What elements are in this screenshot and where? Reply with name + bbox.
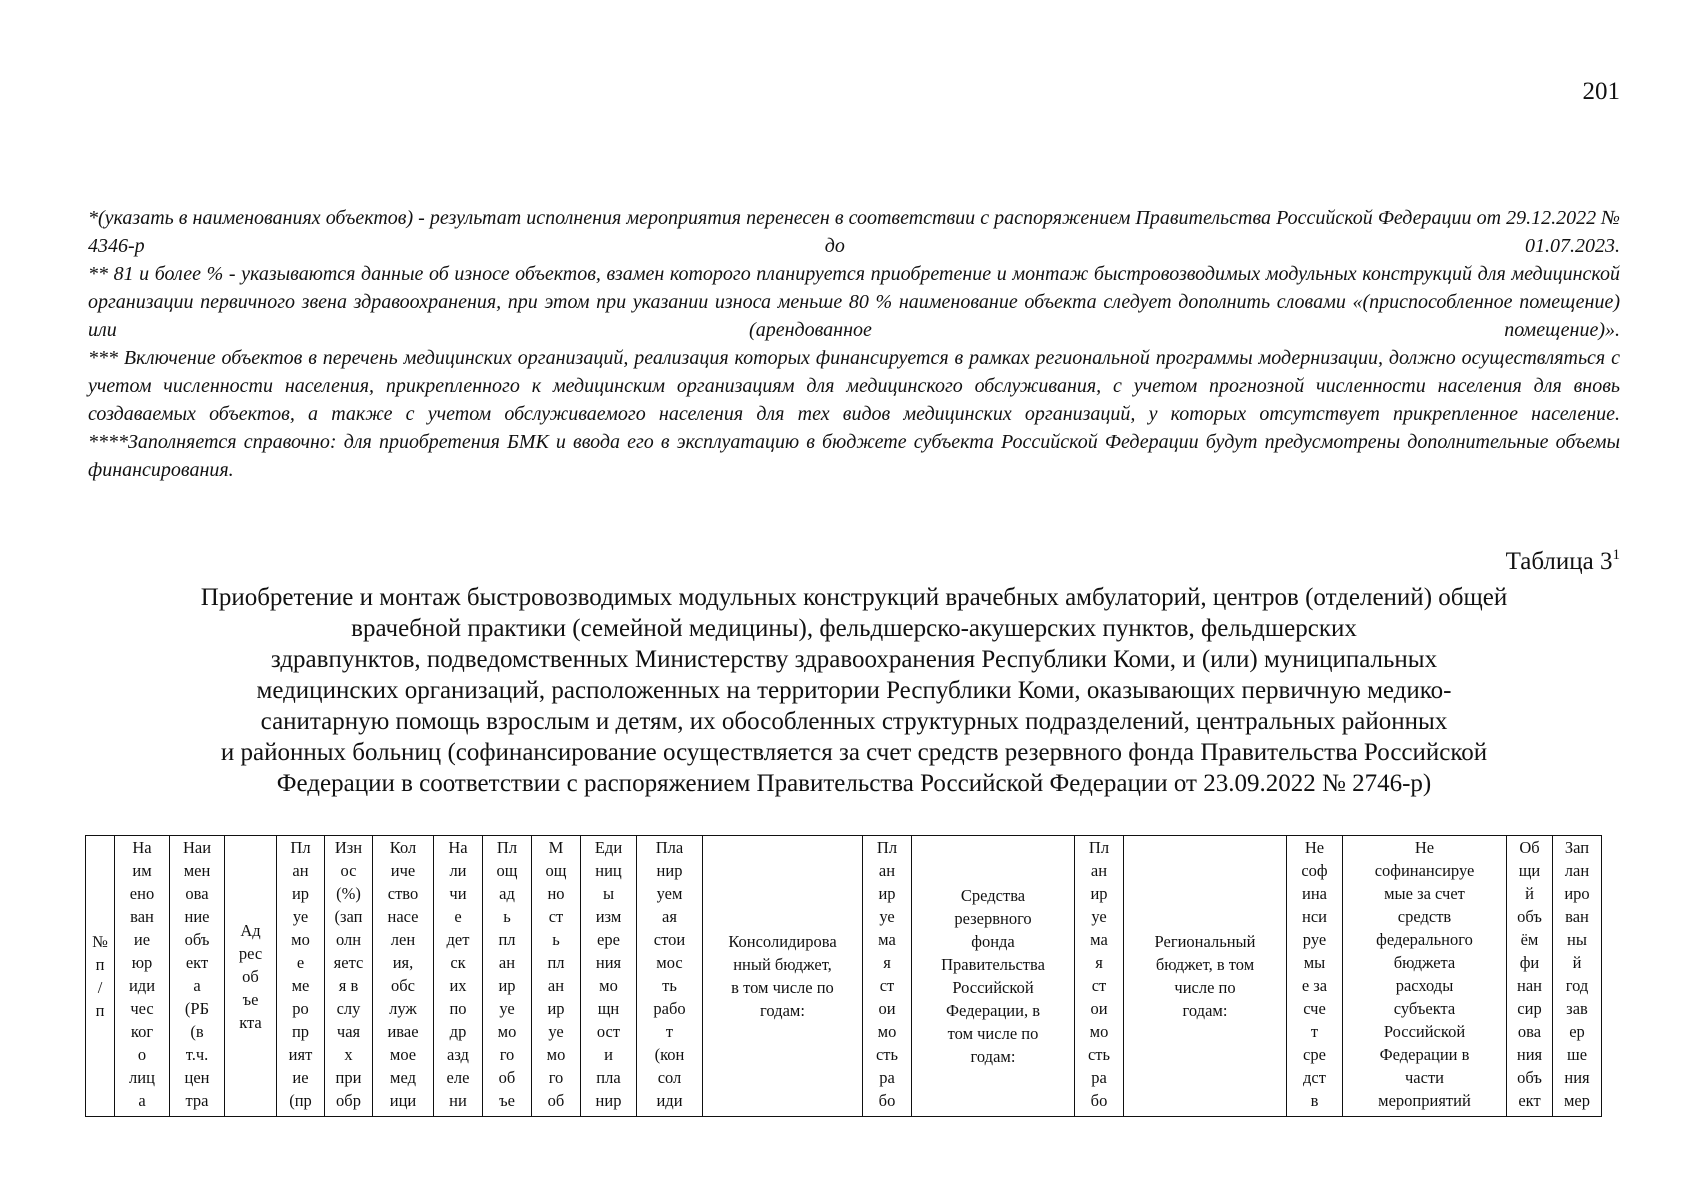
header-cell-capacity-units <box>581 836 637 1117</box>
table-title-line: санитарную помощь взрослым и детям, их обособленных структурных подразделений, центральных районных <box>260 708 1448 735</box>
header-cell-text: Об щи й объ ём фи нан сир ова ния объ ект <box>1516 838 1543 1110</box>
header-cell-reserve-fund <box>912 836 1075 1117</box>
table-caption-label: Таблица 3 <box>1505 548 1613 575</box>
header-cell-object-name <box>170 836 225 1117</box>
header-cell-text: Зап лан иро ван ны й год зав ер ше ния мер <box>1563 838 1590 1110</box>
header-cell-planned-cost <box>637 836 703 1117</box>
header-cell-regional-budget <box>1124 836 1287 1117</box>
header-cell-text: Средства резервного фонда Правительства Российской Федерации, в том числе по годам: <box>941 886 1045 1066</box>
footnote-3: *** Включение объектов в перечень медицинских организаций, реализация которых финансируется в рамках региональной программы модернизации, должно осуществляться с учетом численности населения, прикрепленного к медицинским организациям для медицинского обслуживания, с учетом прогнозной численности населения для вновь создаваемых объектов, а также с учетом обслуживаемого населения для тех видов медицинских организаций, у которых отсутствует прикрепленное население. <box>88 347 1620 425</box>
page-number: 201 <box>1582 78 1620 105</box>
header-cell-planned-cost-works-1 <box>863 836 912 1117</box>
header-cell-population <box>373 836 434 1117</box>
table-title-line: медицинских организаций, расположенных на территории Республики Коми, оказывающих первичную медико- <box>256 677 1452 704</box>
header-cell-text: Пл ан ир уе мо е ме ро пр ият ие (пр <box>288 838 313 1110</box>
header-cell-capacity <box>532 836 581 1117</box>
header-cell-number <box>86 836 115 1117</box>
header-cell-text: Ад рес об ъе кта <box>238 920 263 1032</box>
header-cell-text: На им ено ван ие юр иди чес ког о лиц а <box>128 838 156 1110</box>
header-cell-legal-entity <box>115 836 170 1117</box>
table-title-line: Приобретение и монтаж быстровозводимых модульных конструкций врачебных амбулаторий, центров (отделений) общей <box>200 584 1508 611</box>
header-cell-wear <box>325 836 373 1117</box>
header-cell-non-cofinanced-2 <box>1343 836 1507 1117</box>
header-cell-text: На ли чи е дет ск их по др азд еле ни <box>446 838 470 1110</box>
header-cell-non-cofinanced-1 <box>1287 836 1343 1117</box>
header-cell-text: Пл ощ ад ь пл ан ир уе мо го об ъе <box>496 838 518 1110</box>
footnotes-block <box>88 204 1620 484</box>
header-cell-completion-year <box>1553 836 1602 1117</box>
header-cell-text: Не соф ина нси руе мы е за сче т сре дст в <box>1301 838 1328 1110</box>
header-cell-text: Не софинансируе мые за счет средств федерального бюджета расходы субъекта Российской Федерации в части мероприятий <box>1374 838 1475 1110</box>
header-cell-planned-measure <box>277 836 325 1117</box>
header-cell-text: Пл ан ир уе ма я ст ои мо сть ра бо <box>875 838 899 1110</box>
table-caption <box>1300 548 1620 576</box>
header-cell-text: Еди ниц ы изм ере ния мо щн ост и пла нир <box>594 838 623 1110</box>
header-cell-text: Пл ан ир уе ма я ст ои мо сть ра бо <box>1087 838 1111 1110</box>
header-cell-area <box>483 836 532 1117</box>
header-cell-total-financing <box>1507 836 1553 1117</box>
header-cell-address <box>225 836 277 1117</box>
objects-table <box>85 835 1602 1117</box>
footnote-2: ** 81 и более % - указываются данные об износе объектов, взамен которого планируется приобретение и монтаж быстровозводимых модульных конструкций для медицинской организации первичного звена здравоохранения, при этом при указании износа меньше 80 % наименование объекта следует дополнить словами «(приспособленное помещение) или (арендованное помещение)». <box>88 263 1620 341</box>
table-title-line: здравпунктов, подведомственных Министерству здравоохранения Республики Коми, и (или) муниципальных <box>270 646 1438 673</box>
footnote-4: ****Заполняется справочно: для приобретения БМК и ввода его в эксплуатацию в бюджете субъекта Российской Федерации будут предусмотрены дополнительные объемы финансирования. <box>88 431 1620 481</box>
table-title <box>88 582 1620 799</box>
header-cell-text: Консолидирова нный бюджет, в том числе по годам: <box>728 932 837 1020</box>
table-title-line: врачебной практики (семейной медицины), фельдшерско-акушерских пунктов, фельдшерских <box>351 615 1357 642</box>
header-cell-children-units <box>434 836 483 1117</box>
header-cell-planned-cost-works-2 <box>1075 836 1124 1117</box>
header-cell-text: Региональный бюджет, в том числе по годам: <box>1154 932 1256 1020</box>
header-cell-text: Кол иче ство насе лен ия, обс луж ивае мое мед ици <box>387 838 419 1110</box>
footnote-1: *(указать в наименованиях объектов) - результат исполнения мероприятия перенесен в соответствии с распоряжением Правительства Российской Федерации от 29.12.2022 № 4346-р до 01.07.2023. <box>88 207 1620 257</box>
header-cell-text: М ощ но ст ь пл ан ир уе мо го об <box>545 838 567 1110</box>
table-title-line: Федерации в соответствии с распоряжением Правительства Российской Федерации от 23.09.2022 № 2746-р) <box>276 770 1432 797</box>
table-title-line: и районных больниц (софинансирование осуществляется за счет средств резервного фонда Правительства Российской <box>220 739 1488 766</box>
header-cell-text: Наи мен ова ние объ ект а (РБ (в т.ч. цен тра <box>182 838 212 1110</box>
table-header-row <box>86 836 1602 1117</box>
header-cell-consolidated-budget <box>703 836 863 1117</box>
header-cell-text: Изн ос (%) (зап олн яетс я в слу чая х при обр <box>333 838 364 1110</box>
header-cell-text: Пла нир уем ая стои мос ть рабо т (кон сол иди <box>653 838 686 1110</box>
table-caption-superscript: 1 <box>1612 547 1620 563</box>
header-cell-text: № п / п <box>92 932 108 1020</box>
